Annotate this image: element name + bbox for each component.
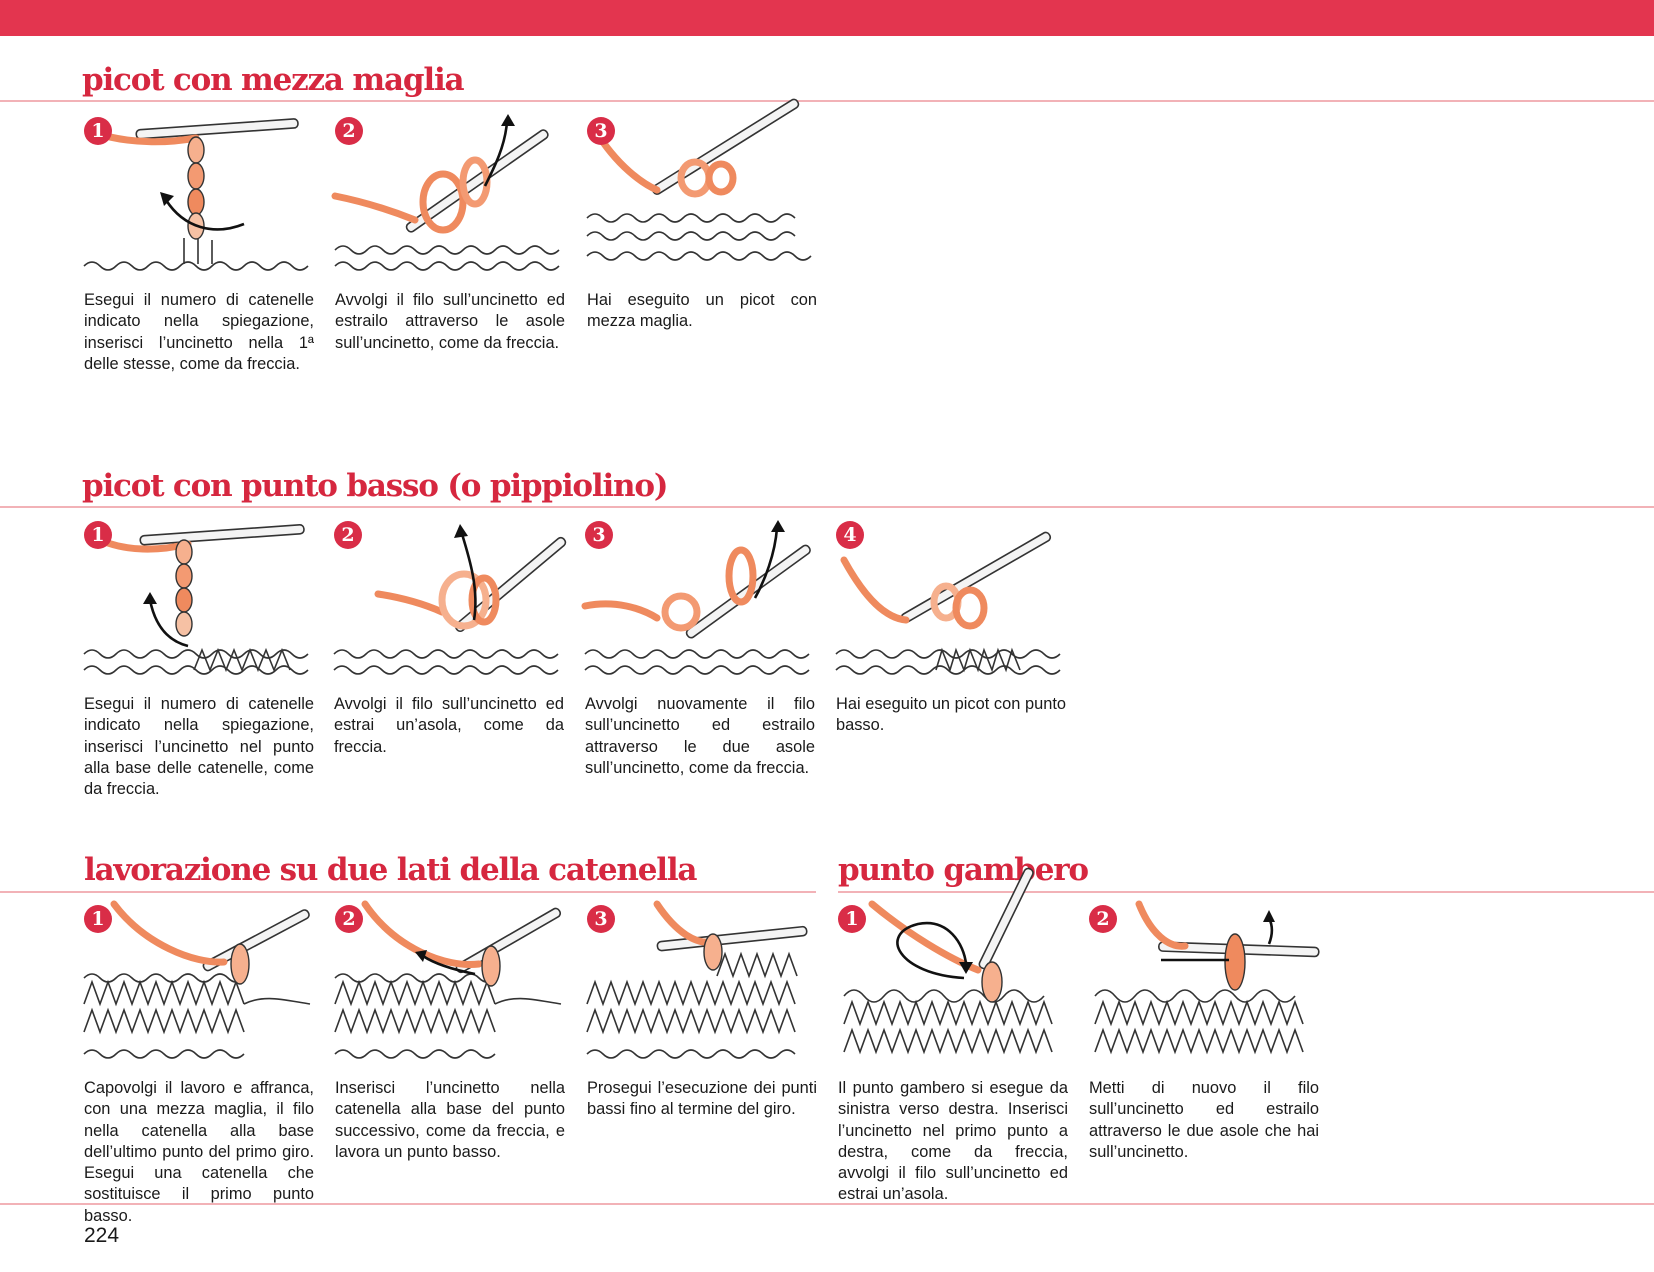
step-number-badge: 2 [335, 117, 363, 145]
section-title-due-lati-catenella: lavorazione su due lati della catenella [84, 852, 697, 888]
step-number-badge: 3 [585, 521, 613, 549]
illustration-due-lati-1 [84, 904, 314, 1059]
step-caption: Capovolgi il lavoro e affranca, con una mezza maglia, il filo nella catenella alla base dell’ultimo punto del primo giro. Esegui una catenella che sostituisce il primo punto basso. [84, 1079, 314, 1225]
step-number-badge: 1 [838, 905, 866, 933]
section-title-picot-mezza-maglia: picot con mezza maglia [82, 62, 464, 98]
page-number: 224 [84, 1224, 120, 1247]
illustration-gambero-1 [838, 904, 1068, 1059]
top-color-bar [0, 0, 1654, 36]
step-caption: Prosegui l’esecuzione dei punti bassi fino al termine del giro. [587, 1079, 817, 1119]
section-rule [0, 891, 816, 893]
section-title-punto-gambero: punto gambero [838, 852, 1088, 888]
section-title-picot-punto-basso: picot con punto basso (o pippiolino) [82, 468, 668, 504]
step-caption: Esegui il numero di catenelle indicato nella spiegazione, inserisci l’uncinetto nella 1ª delle stesse, come da freccia. [84, 291, 314, 373]
illustration-picot-mezza-3 [587, 116, 817, 271]
section-rule [0, 506, 1654, 508]
illustration-picot-basso-2 [334, 520, 564, 675]
step-number-badge: 3 [587, 905, 615, 933]
step-number-badge: 2 [1089, 905, 1117, 933]
section-rule [838, 891, 1654, 893]
step-number-badge: 1 [84, 117, 112, 145]
step-caption: Esegui il numero di catenelle indicato nella spiegazione, inserisci l’uncinetto nel punto alla base delle catenelle, come da freccia. [84, 695, 314, 799]
step-number-badge: 4 [836, 521, 864, 549]
illustration-due-lati-2 [335, 904, 565, 1059]
step-number-badge: 1 [84, 521, 112, 549]
step-caption: Metti di nuovo il filo sull’uncinetto ed estrailo attraverso le due asole che hai sull’uncinetto. [1089, 1079, 1319, 1161]
step-caption: Inserisci l’uncinetto nella catenella alla base del punto successivo, come da freccia, e lavora un punto basso. [335, 1079, 565, 1161]
step-caption: Il punto gambero si esegue da sinistra verso destra. Inserisci l’uncinetto nel primo punto a destra, come da freccia, avvolgi il filo sull’uncinetto ed estrai un’asola. [838, 1079, 1068, 1204]
illustration-picot-mezza-2 [335, 116, 565, 271]
step-caption: Avvolgi nuovamente il filo sull’uncinetto ed estrailo attraverso le due asole sull’uncinetto, come da freccia. [585, 695, 815, 777]
step-caption: Hai eseguito un picot con punto basso. [836, 695, 1066, 735]
step-caption: Avvolgi il filo sull’uncinetto ed estrai un’asola, come da freccia. [334, 695, 564, 756]
step-caption: Avvolgi il filo sull’uncinetto ed estrailo attraverso le asole sull’uncinetto, come da freccia. [335, 291, 565, 352]
step-number-badge: 2 [334, 521, 362, 549]
illustration-due-lati-3 [587, 904, 817, 1059]
bottom-rule [0, 1203, 1654, 1205]
illustration-picot-mezza-1 [84, 116, 314, 271]
section-rule [0, 100, 1654, 102]
illustration-picot-basso-1 [84, 520, 314, 675]
illustration-gambero-2 [1089, 904, 1319, 1059]
step-number-badge: 2 [335, 905, 363, 933]
step-number-badge: 3 [587, 117, 615, 145]
step-caption: Hai eseguito un picot con mezza maglia. [587, 291, 817, 331]
step-number-badge: 1 [84, 905, 112, 933]
illustration-picot-basso-4 [836, 520, 1066, 675]
illustration-picot-basso-3 [585, 520, 815, 675]
